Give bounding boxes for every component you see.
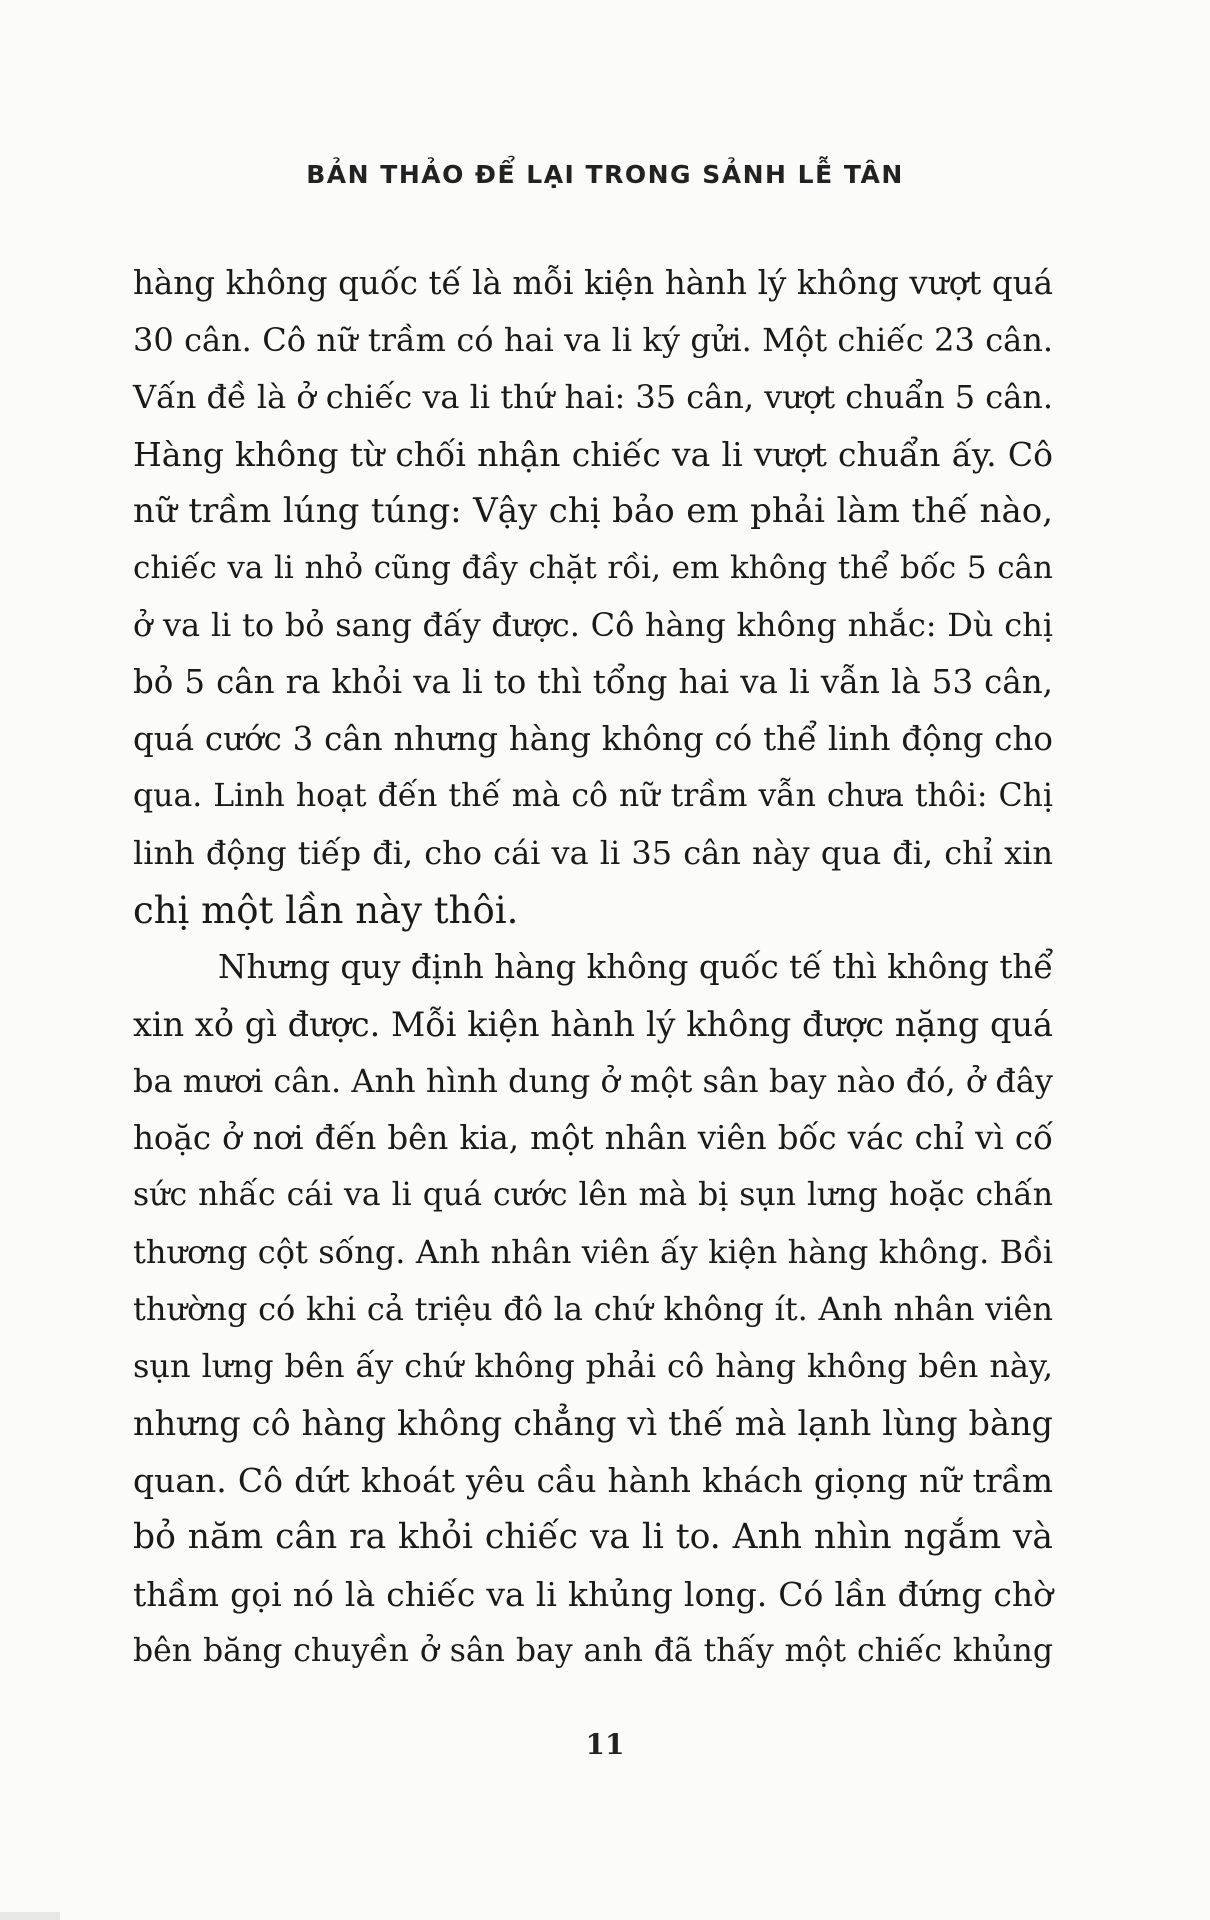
page-number: 11 bbox=[585, 1728, 625, 1761]
text-line: hoặc ở nơi đến bên kia, một nhân viên bốc vác chỉ vì cố bbox=[133, 1119, 1053, 1157]
text-line: ở va li to bỏ sang đấy được. Cô hàng không nhắc: Dù chị bbox=[133, 606, 1053, 644]
text-line: bên băng chuyền ở sân bay anh đã thấy một chiếc khủng bbox=[133, 1633, 1053, 1669]
text-line: nữ trầm lúng túng: Vậy chị bảo em phải làm thế nào, bbox=[133, 491, 1053, 531]
text-line: Vấn đề là ở chiếc va li thứ hai: 35 cân, vượt chuẩn 5 cân. bbox=[133, 378, 1054, 416]
text-line: thương cột sống. Anh nhân viên ấy kiện hàng không. Bồi bbox=[133, 1233, 1053, 1271]
text-line: sức nhấc cái va li quá cước lên mà bị sụn lưng hoặc chấn bbox=[133, 1177, 1053, 1213]
text-line: bỏ 5 cân ra khỏi va li to thì tổng hai va li vẫn là 53 cân, bbox=[133, 663, 1053, 701]
text-line: bỏ năm cân ra khỏi chiếc va li to. Anh nhìn ngắm và bbox=[133, 1517, 1053, 1557]
text-line: quan. Cô dứt khoát yêu cầu hành khách giọng nữ trầm bbox=[133, 1461, 1053, 1500]
text-line: qua. Linh hoạt đến thế mà cô nữ trầm vẫn chưa thôi: Chị bbox=[133, 778, 1053, 814]
text-line: hàng không quốc tế là mỗi kiện hành lý không vượt quá bbox=[133, 264, 1053, 302]
text-line: sụn lưng bên ấy chứ không phải cô hàng không bên này, bbox=[133, 1347, 1053, 1385]
text-line: ba mươi cân. Anh hình dung ở một sân bay nào đó, ở đây bbox=[133, 1062, 1053, 1100]
text-line: thường có khi cả triệu đô la chứ không ít. Anh nhân viên bbox=[133, 1290, 1053, 1328]
text-line: chiếc va li nhỏ cũng đầy chặt rồi, em không thể bốc 5 cân bbox=[133, 550, 1053, 586]
text-line-paragraph-start: Nhưng quy định hàng không quốc tế thì không thể bbox=[218, 948, 1054, 986]
page-edge-mark bbox=[0, 1912, 60, 1920]
text-line: nhưng cô hàng không chẳng vì thế mà lạnh lùng bàng bbox=[133, 1404, 1053, 1443]
text-line: xin xỏ gì được. Mỗi kiện hành lý không được nặng quá bbox=[133, 1005, 1053, 1044]
text-line: linh động tiếp đi, cho cái va li 35 cân này qua đi, chỉ xin bbox=[133, 834, 1053, 872]
text-line: quá cước 3 cân nhưng hàng không có thể linh động cho bbox=[133, 720, 1053, 758]
text-line: thầm gọi nó là chiếc va li khủng long. Có lần đứng chờ bbox=[133, 1575, 1053, 1614]
running-header: BẢN THẢO ĐỂ LẠI TRONG SẢNH LỄ TÂN bbox=[306, 160, 904, 189]
text-line-paragraph-end: chị một lần này thôi. bbox=[133, 889, 519, 932]
text-line: Hàng không từ chối nhận chiếc va li vượt chuẩn ấy. Cô bbox=[133, 435, 1053, 474]
body-text bbox=[133, 255, 1053, 1680]
text-line: 30 cân. Cô nữ trầm có hai va li ký gửi. Một chiếc 23 cân. bbox=[133, 321, 1053, 359]
